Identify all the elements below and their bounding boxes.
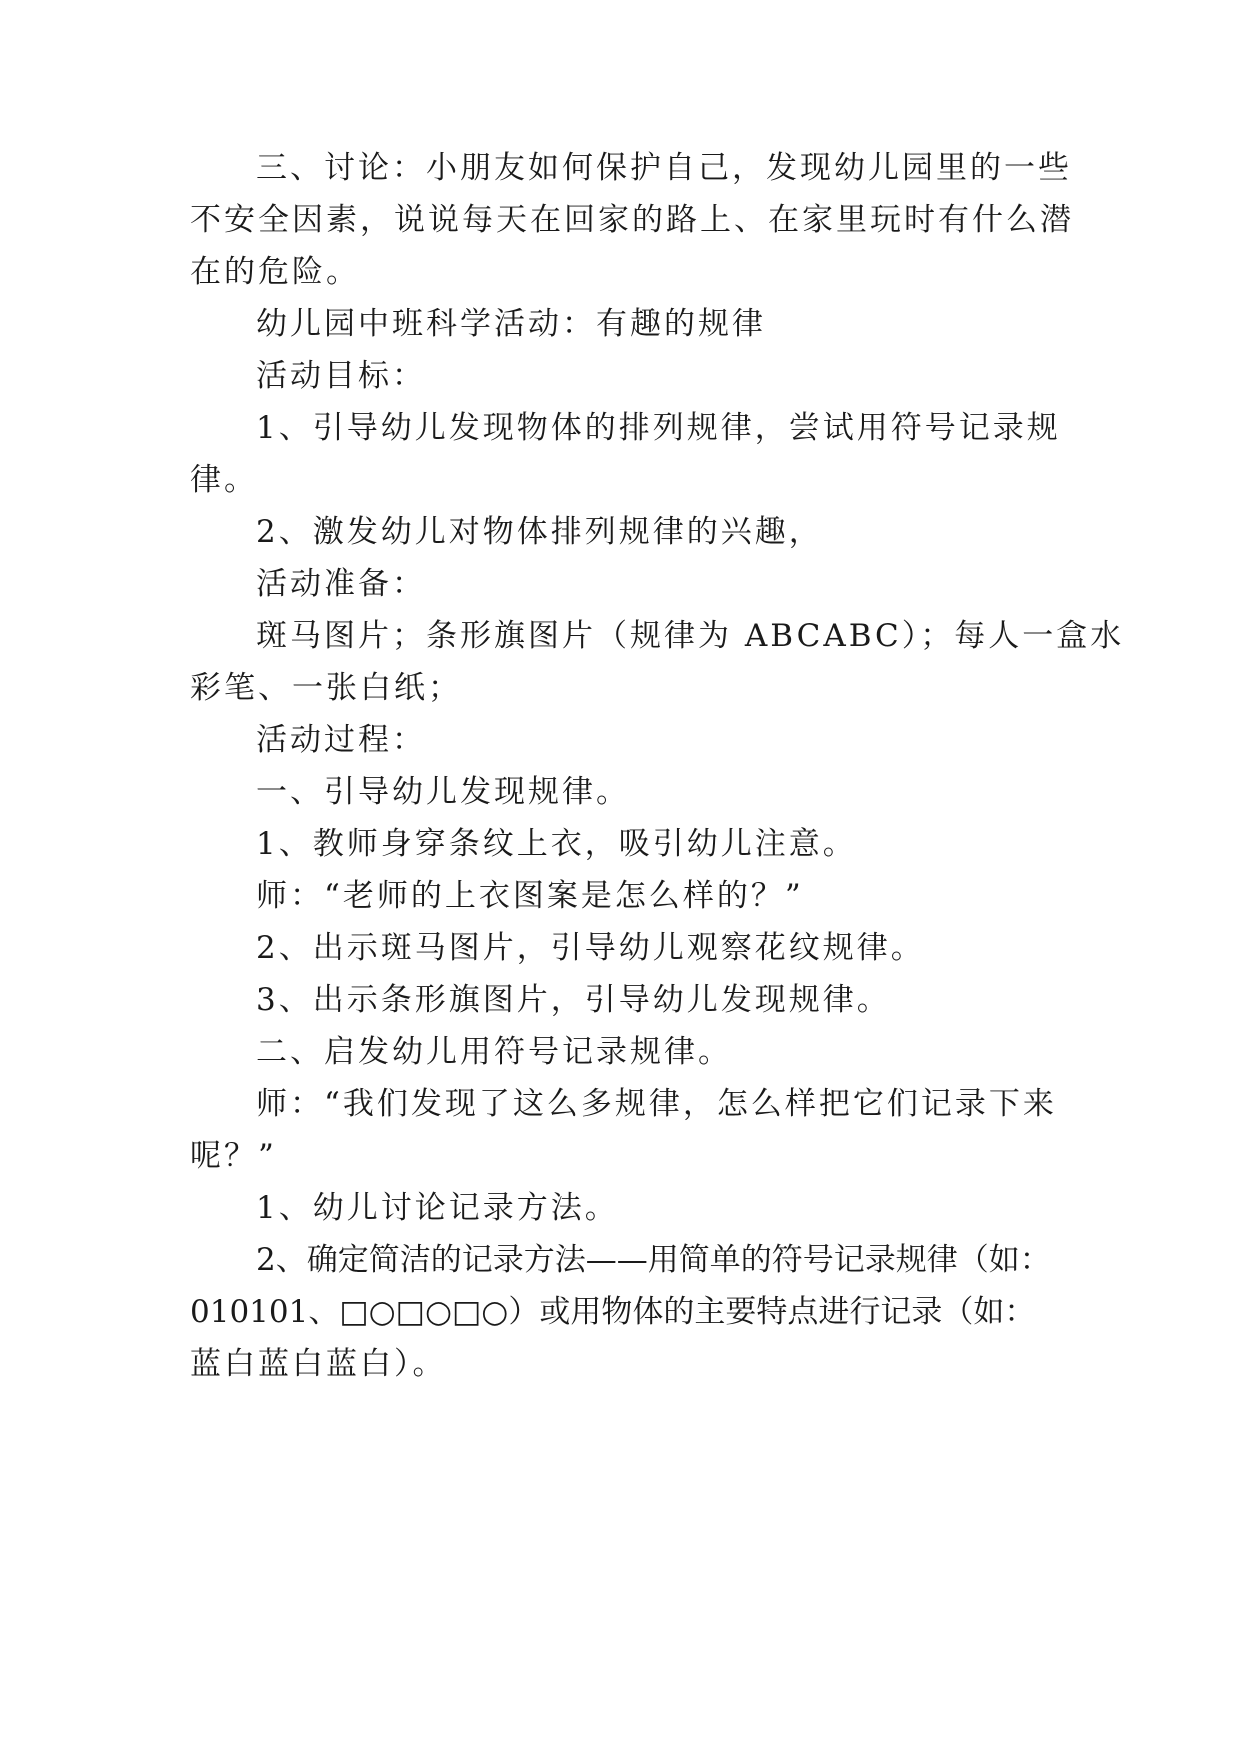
paragraph-discussion-line-3: 在的危险。 bbox=[190, 254, 360, 290]
preparation-line-1: 斑马图片；条形旗图片（规律为 ABCABC）；每人一盒水 bbox=[256, 618, 1125, 654]
process-item-2-2-line-2: 010101、□○□○□○）或用物体的主要特点进行记录（如： bbox=[190, 1294, 1036, 1330]
paragraph-discussion-line-2: 不安全因素，说说每天在回家的路上、在家里玩时有什么潜 bbox=[190, 202, 1074, 238]
section-heading-preparation: 活动准备： bbox=[256, 566, 426, 602]
process-item-2-2-line-3: 蓝白蓝白蓝白）。 bbox=[190, 1346, 447, 1382]
process-item-2-1: 1、幼儿讨论记录方法。 bbox=[256, 1190, 619, 1226]
teacher-question-2-line-1: 师：“我们发现了这么多规律，怎么样把它们记录下来 bbox=[256, 1086, 1057, 1122]
process-step-2-heading: 二、启发幼儿用符号记录规律。 bbox=[256, 1034, 732, 1070]
process-item-1-1: 1、教师身穿条纹上衣，吸引幼儿注意。 bbox=[256, 826, 857, 862]
paragraph-discussion-line-1: 三、讨论：小朋友如何保护自己，发现幼儿园里的一些 bbox=[256, 150, 1072, 186]
preparation-line-2: 彩笔、一张白纸； bbox=[190, 670, 462, 706]
section-heading-process: 活动过程： bbox=[256, 722, 426, 758]
goal-1-line-2: 律。 bbox=[190, 462, 258, 498]
goal-1-line-1: 1、引导幼儿发现物体的排列规律，尝试用符号记录规 bbox=[256, 410, 1061, 446]
activity-title: 幼儿园中班科学活动：有趣的规律 bbox=[256, 306, 766, 342]
section-heading-goals: 活动目标： bbox=[256, 358, 426, 394]
process-step-1-heading: 一、引导幼儿发现规律。 bbox=[256, 774, 630, 810]
goal-2: 2、激发幼儿对物体排列规律的兴趣， bbox=[256, 514, 823, 550]
process-item-2-2-line-1: 2、确定简洁的记录方法——用简单的符号记录规律（如： bbox=[256, 1242, 1051, 1278]
process-item-1-2: 2、出示斑马图片，引导幼儿观察花纹规律。 bbox=[256, 930, 925, 966]
teacher-question-2-line-2: 呢？” bbox=[190, 1138, 277, 1174]
teacher-question-1: 师：“老师的上衣图案是怎么样的？” bbox=[256, 878, 804, 914]
process-item-1-3: 3、出示条形旗图片，引导幼儿发现规律。 bbox=[256, 982, 891, 1018]
